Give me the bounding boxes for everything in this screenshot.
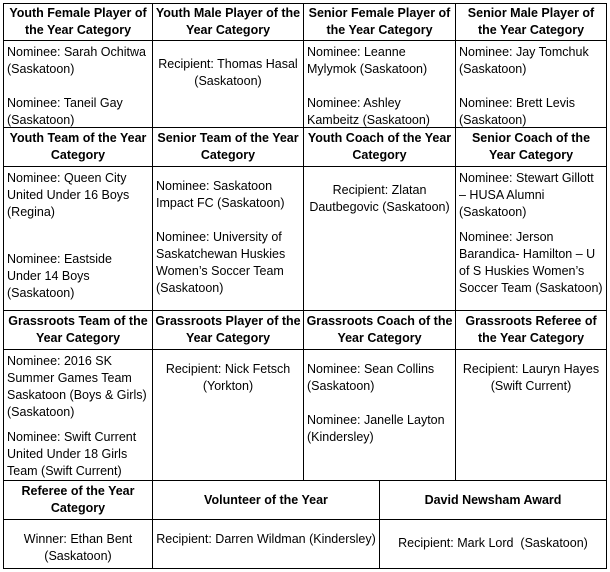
category-entries — [152, 166, 304, 311]
category-entries — [3, 40, 153, 128]
recipient-entry: Recipient: Lauryn Hayes (Swift Current) — [462, 362, 600, 393]
nominee-entry: Nominee: Saskatoon Impact FC (Saskatoon) — [156, 179, 285, 210]
recipient-entry: Recipient: Thomas Hasal (Saskatoon) — [158, 57, 298, 88]
category-entries — [3, 349, 153, 481]
category-entries — [3, 166, 153, 311]
category-entries — [455, 349, 607, 481]
recipient-entry: Recipient: Darren Wildman (Kindersley) — [156, 532, 376, 546]
category-header: Youth Female Player of the Year Category — [3, 3, 153, 41]
category-header: Grassroots Player of the Year Category — [152, 310, 304, 350]
nominee-entry: Nominee: Sarah Ochitwa (Saskatoon) — [7, 45, 146, 76]
category-entries — [303, 349, 456, 481]
category-entries — [152, 40, 304, 128]
category-header: Youth Team of the Year Category — [3, 127, 153, 167]
recipient-entry: Recipient: Mark Lord (Saskatoon) — [398, 536, 588, 550]
category-header: Volunteer of the Year — [152, 480, 380, 520]
recipient-entry: Recipient: Zlatan Dautbegovic (Saskatoon) — [309, 183, 450, 214]
nominee-entry: Nominee: Swift Current United Under 18 Girls Team (Swift Current) — [7, 430, 137, 478]
category-entries — [3, 519, 153, 569]
category-header: Senior Male Player of the Year Category — [455, 3, 607, 41]
nominee-entry: Nominee: Taneil Gay (Saskatoon) — [7, 96, 123, 127]
category-header: Grassroots Coach of the Year Category — [303, 310, 456, 350]
nominee-entry: Nominee: Brett Levis (Saskatoon) — [459, 96, 576, 127]
recipient-entry: Recipient: Nick Fetsch (Yorkton) — [165, 362, 291, 393]
category-entries — [303, 40, 456, 128]
category-entries — [152, 349, 304, 481]
category-entries — [303, 166, 456, 311]
nominee-entry: Nominee: Jerson Barandica- Hamilton – U of S Huskies Women’s Soccer Team (Saskatoon) — [459, 230, 603, 295]
category-header: Grassroots Team of the Year Category — [3, 310, 153, 350]
nominee-entry: Nominee: Sean Collins (Saskatoon) — [307, 362, 435, 393]
category-entries — [455, 166, 607, 311]
category-entries — [455, 40, 607, 128]
nominee-entry: Nominee: Queen City United Under 16 Boys (Regina) — [7, 171, 130, 219]
category-header: Grassroots Referee of the Year Category — [455, 310, 607, 350]
nominee-entry: Nominee: University of Saskatchewan Huskies Women’s Soccer Team (Saskatoon) — [156, 230, 286, 295]
nominee-entry: Nominee: Stewart Gillott – HUSA Alumni (Saskatoon) — [459, 171, 594, 219]
nominee-entry: Nominee: Eastside Under 14 Boys (Saskatoon) — [7, 252, 112, 300]
nominee-entry: Nominee: Janelle Layton (Kindersley) — [307, 413, 445, 444]
winner-entry: Winner: Ethan Bent (Saskatoon) — [23, 532, 133, 563]
category-header: Referee of the Year Category — [3, 480, 153, 520]
category-header: Youth Male Player of the Year Category — [152, 3, 304, 41]
nominee-entry: Nominee: Ashley Kambeitz (Saskatoon) — [307, 96, 430, 127]
category-entries — [152, 519, 380, 569]
nominee-entry: Nominee: 2016 SK Summer Games Team Saskatoon (Boys & Girls) (Saskatoon) — [7, 354, 147, 419]
nominee-entry: Nominee: Leanne Mylymok (Saskatoon) — [307, 45, 428, 76]
category-header: Senior Female Player of the Year Category — [303, 3, 456, 41]
category-header: Youth Coach of the Year Category — [303, 127, 456, 167]
nominee-entry: Nominee: Jay Tomchuk (Saskatoon) — [459, 45, 589, 76]
category-header: Senior Team of the Year Category — [152, 127, 304, 167]
category-header: Senior Coach of the Year Category — [455, 127, 607, 167]
category-entries — [379, 519, 607, 569]
category-header: David Newsham Award — [379, 480, 607, 520]
